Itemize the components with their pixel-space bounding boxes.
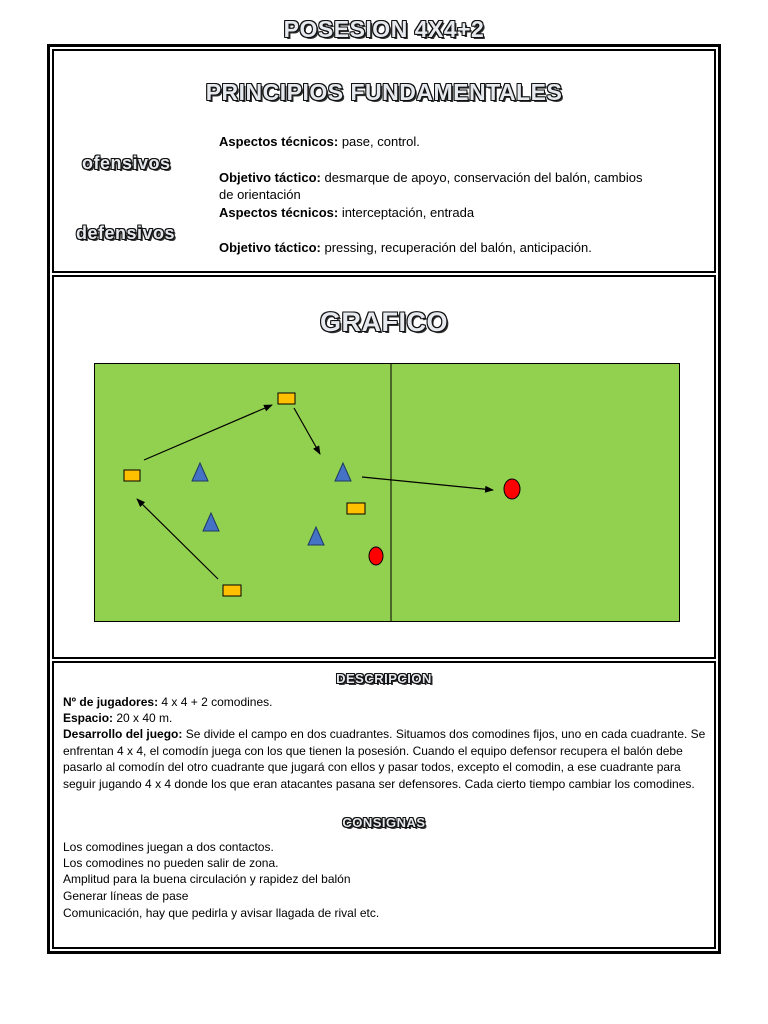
space-value: 20 x 40 m.	[113, 711, 173, 725]
offensive-label: ofensivos	[82, 153, 171, 173]
offensive-tech-label: Aspectos técnicos:	[219, 134, 339, 149]
space-line	[63, 710, 708, 727]
principles-heading: PRINCIPIOS FUNDAMENTALES	[205, 79, 563, 105]
space-label: Espacio:	[63, 711, 114, 725]
instruction-item: Amplitud para la buena circulación y rapidez del balón	[63, 872, 351, 886]
instructions-heading: CONSIGNAS	[342, 815, 426, 830]
instruction-item: Los comodines juegan a dos contactos.	[63, 840, 274, 854]
offensive-tactic-label: Objetivo táctico:	[219, 170, 321, 185]
instruction-item: Generar líneas de pase	[63, 889, 189, 903]
offensive-tech-value: pase, control.	[338, 134, 420, 149]
instruction-item: Los comodines no pueden salir de zona.	[63, 856, 279, 870]
defensive-tactical-objective	[219, 239, 659, 256]
field-diagram	[94, 363, 680, 623]
graphic-heading: GRAFICO	[320, 307, 448, 337]
yellow-rectangle-player-icon	[347, 503, 365, 514]
yellow-rectangle-player-icon	[124, 470, 140, 481]
offensive-tactic-value: desmarque de apoyo, conservación del balón, cambios de orientación	[219, 170, 643, 202]
defensive-tactic-value: pressing, recuperación del balón, anticipación.	[320, 240, 592, 255]
red-circle-joker-icon	[369, 547, 383, 565]
development-paragraph	[63, 726, 708, 792]
yellow-rectangle-player-icon	[278, 393, 295, 404]
offensive-tactical-objective	[219, 169, 659, 203]
yellow-rectangle-player-icon	[223, 585, 241, 596]
defensive-tech-label: Aspectos técnicos:	[219, 205, 339, 220]
offensive-technical-aspects	[219, 133, 659, 150]
defensive-technical-aspects	[219, 204, 659, 221]
defensive-tech-value: interceptación, entrada	[338, 205, 475, 220]
graphic-section	[52, 275, 716, 659]
description-section	[52, 661, 716, 949]
defensive-label: defensivos	[76, 223, 176, 243]
instruction-item: Comunicación, hay que pedirla y avisar llagada de rival etc.	[63, 906, 380, 920]
players-line	[63, 694, 708, 711]
defensive-tactic-label: Objetivo táctico:	[219, 240, 321, 255]
principles-section	[52, 49, 716, 273]
development-value: Se divide el campo en dos cuadrantes. Situamos dos comodines fijos, uno en cada cuadrante. Se enfrentan 4 x 4, el comodín juega con los que tienen la posesión. Cuando el equipo defensor recupera el balón debe pasarlo al comodín del otro cuadrante que jugará con ellos y pasar todos, excepto el comodin, a ese cuadrante para seguir jugando 4 x 4 donde los que eran atacantes pasana ser defensores. Cada cierto tiempo cambiar los comodines.	[63, 727, 706, 791]
development-label: Desarrollo del juego:	[63, 727, 183, 741]
pitch	[95, 364, 680, 622]
page-title: POSESION 4X4+2	[283, 16, 485, 42]
red-circle-joker-icon	[504, 479, 520, 499]
players-label: Nº de jugadores:	[63, 695, 159, 709]
players-value: 4 x 4 + 2 comodines.	[158, 695, 273, 709]
description-heading: DESCRIPCION	[336, 671, 432, 686]
